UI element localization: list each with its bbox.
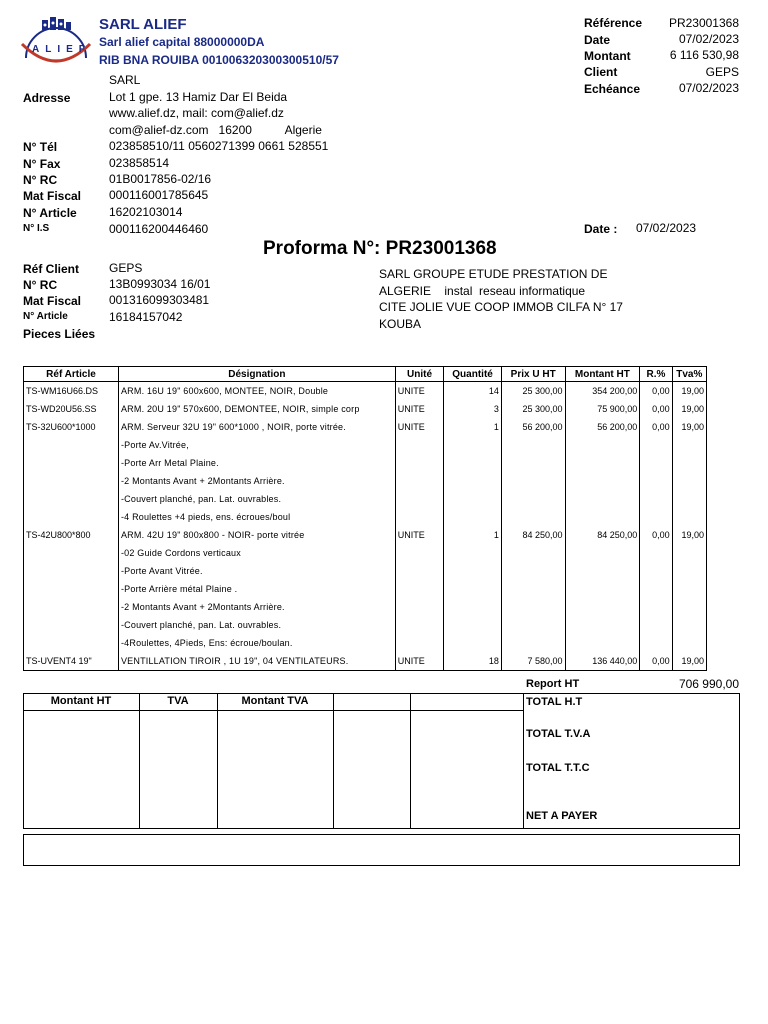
info-value: 023858510/11 0560271399 0661 528551: [109, 139, 329, 153]
table-cell: [640, 616, 672, 634]
table-cell: [640, 598, 672, 616]
table-cell: UNITE: [395, 418, 443, 436]
table-cell: [444, 616, 502, 634]
table-cell: UNITE: [395, 400, 443, 418]
table-cell: ARM. 16U 19" 600x600, MONTEE, NOIR, Double: [118, 382, 395, 401]
table-cell: [395, 598, 443, 616]
table-cell: [565, 436, 640, 454]
table-cell: [565, 490, 640, 508]
info-label: Adresse: [23, 91, 71, 105]
table-cell: -2 Montants Avant + 2Montants Arrière.: [118, 598, 395, 616]
table-cell: ARM. 20U 19" 570x600, DEMONTEE, NOIR, simple corp: [118, 400, 395, 418]
table-cell: [24, 490, 119, 508]
table-cell: 56 200,00: [565, 418, 640, 436]
table-cell: ARM. 42U 19" 800x800 - NOIR- porte vitrée: [118, 526, 395, 544]
table-cell: [444, 508, 502, 526]
report-value: 706 990,00: [678, 677, 739, 691]
table-cell: 0,00: [640, 382, 672, 401]
meta-value: GEPS: [705, 65, 739, 79]
client-label: Pieces Liées: [23, 327, 96, 341]
table-cell: [395, 436, 443, 454]
table-cell: [565, 544, 640, 562]
meta-value: 07/02/2023: [678, 32, 739, 46]
table-cell: [395, 580, 443, 598]
table-row: [24, 472, 707, 490]
table-cell: 25 300,00: [501, 382, 565, 401]
table-cell: [24, 544, 119, 562]
table-cell: TS-WM16U66.DS: [24, 382, 119, 401]
meta-value: 6 116 530,98: [669, 48, 739, 62]
table-cell: 18: [444, 652, 502, 671]
table-cell: [672, 598, 706, 616]
table-cell: [565, 598, 640, 616]
table-cell: -Couvert planché, pan. Lat. ouvrables.: [118, 616, 395, 634]
tax-summary: [23, 693, 740, 829]
col-header: Tva%: [672, 367, 706, 382]
info-value: 01B0017856-02/16: [109, 172, 212, 186]
table-cell: [672, 634, 706, 652]
table-row: [24, 382, 707, 401]
company-form: SARL: [109, 73, 141, 87]
table-cell: [501, 580, 565, 598]
table-cell: -Couvert planché, pan. Lat. ouvrables.: [118, 490, 395, 508]
tax-header: Montant TVA: [241, 695, 309, 707]
table-cell: [640, 544, 672, 562]
client-label: Réf Client: [23, 262, 80, 276]
client-label: N° RC: [23, 278, 58, 292]
table-cell: [565, 562, 640, 580]
table-cell: [672, 490, 706, 508]
table-cell: [444, 472, 502, 490]
table-cell: [444, 634, 502, 652]
meta-value: 07/02/2023: [678, 81, 739, 95]
info-value: 16202103014: [109, 205, 183, 219]
info-value: 000116001785645: [109, 188, 209, 202]
info-value: www.alief.dz, mail: com@alief.dz: [109, 106, 284, 120]
table-cell: UNITE: [395, 652, 443, 671]
col-header: Montant HT: [565, 367, 640, 382]
table-cell: UNITE: [395, 382, 443, 401]
table-cell: 0,00: [640, 418, 672, 436]
table-cell: [565, 634, 640, 652]
table-cell: [640, 490, 672, 508]
table-cell: [501, 508, 565, 526]
info-value: Lot 1 gpe. 13 Hamiz Dar El Beida: [109, 90, 288, 104]
info-label: N° Tél: [23, 140, 58, 154]
table-cell: [444, 454, 502, 472]
table-row: [24, 652, 707, 671]
client-value: GEPS: [109, 261, 143, 275]
table-cell: [395, 472, 443, 490]
table-cell: [395, 454, 443, 472]
table-cell: 19,00: [672, 526, 706, 544]
info-label: N° Article: [23, 206, 77, 220]
table-cell: 75 900,00: [565, 400, 640, 418]
company-name: SARL ALIEF: [99, 16, 187, 33]
table-row: [24, 562, 707, 580]
table-cell: [395, 634, 443, 652]
table-cell: 1: [444, 526, 502, 544]
report-label: Report HT: [526, 678, 580, 690]
table-cell: [672, 544, 706, 562]
page-title: Proforma N°: PR23001368: [263, 238, 497, 259]
table-row: [24, 616, 707, 634]
table-cell: -Porte Arrière métal Plaine .: [118, 580, 395, 598]
table-cell: [501, 634, 565, 652]
table-cell: TS-UVENT4 19": [24, 652, 119, 671]
table-cell: [565, 454, 640, 472]
table-cell: [672, 508, 706, 526]
info-label: N° Fax: [23, 157, 61, 171]
table-cell: [565, 472, 640, 490]
table-cell: [501, 436, 565, 454]
table-cell: 84 250,00: [565, 526, 640, 544]
meta-value: PR23001368: [668, 16, 739, 30]
table-cell: 19,00: [672, 652, 706, 671]
table-cell: [395, 508, 443, 526]
table-cell: [640, 508, 672, 526]
table-cell: [672, 580, 706, 598]
meta-label: Référence: [584, 16, 643, 30]
meta-label: Montant: [584, 49, 631, 63]
client-value: 13B0993034 16/01: [109, 277, 211, 291]
table-cell: 7 580,00: [501, 652, 565, 671]
tax-header: TVA: [167, 695, 189, 707]
table-cell: 25 300,00: [501, 400, 565, 418]
client-value: 16184157042: [109, 310, 183, 324]
company-capital: Sarl alief capital 88000000DA: [99, 35, 265, 49]
table-row: [24, 544, 707, 562]
table-cell: -Porte Avant Vitrée.: [118, 562, 395, 580]
table-cell: 19,00: [672, 382, 706, 401]
table-cell: [444, 562, 502, 580]
table-cell: [24, 616, 119, 634]
info-value: 000116200446460: [109, 222, 209, 236]
col-header: Prix U HT: [501, 367, 565, 382]
table-header: [24, 367, 707, 382]
table-cell: [24, 472, 119, 490]
table-cell: [501, 472, 565, 490]
col-header: Quantité: [444, 367, 502, 382]
col-header: Désignation: [118, 367, 395, 382]
table-cell: 3: [444, 400, 502, 418]
meta-label: Client: [584, 65, 618, 79]
table-cell: [565, 580, 640, 598]
items-table: [23, 366, 707, 671]
client-label: N° Article: [23, 311, 68, 322]
table-cell: 0,00: [640, 400, 672, 418]
table-row: [24, 400, 707, 418]
net-a-payer-label: NET A PAYER: [526, 810, 598, 822]
table-cell: UNITE: [395, 526, 443, 544]
total-tva-label: TOTAL T.V.A: [526, 728, 591, 740]
address-line: ALGERIE instal reseau informatique: [379, 284, 586, 298]
info-label: N° RC: [23, 173, 58, 187]
table-cell: [24, 598, 119, 616]
table-cell: -Porte Av.Vitrée,: [118, 436, 395, 454]
table-cell: [501, 544, 565, 562]
info-label: N° I.S: [23, 223, 50, 234]
date-value: 07/02/2023: [636, 221, 697, 235]
table-cell: -4 Roulettes +4 pieds, ens. écroues/boul: [118, 508, 395, 526]
table-cell: [672, 454, 706, 472]
table-cell: 19,00: [672, 418, 706, 436]
meta-label: Echéance: [584, 82, 641, 96]
table-cell: [24, 562, 119, 580]
table-cell: 0,00: [640, 652, 672, 671]
tax-header: Montant HT: [50, 695, 112, 707]
total-ttc-label: TOTAL T.T.C: [526, 762, 590, 774]
table-cell: [640, 562, 672, 580]
logo-text: ALIEF: [32, 44, 91, 55]
table-cell: 19,00: [672, 400, 706, 418]
table-row: [24, 418, 707, 436]
table-cell: -4Roulettes, 4Pieds, Ens: écroue/boulan.: [118, 634, 395, 652]
client-value: 001316099303481: [109, 293, 210, 307]
table-cell: [640, 580, 672, 598]
date-label: Date :: [584, 222, 618, 236]
table-cell: [444, 490, 502, 508]
table-row: [24, 598, 707, 616]
company-rib: RIB BNA ROUIBA 001006320300300510/57: [99, 53, 339, 67]
table-cell: -Porte Arr Metal Plaine.: [118, 454, 395, 472]
logo-graphic: [18, 14, 94, 72]
table-cell: 56 200,00: [501, 418, 565, 436]
table-cell: VENTILLATION TIROIR , 1U 19", 04 VENTILATEURS.: [118, 652, 395, 671]
table-cell: [444, 544, 502, 562]
table-cell: [501, 562, 565, 580]
table-cell: [24, 580, 119, 598]
col-header: R.%: [640, 367, 672, 382]
table-cell: [501, 490, 565, 508]
amount-in-words-box: [23, 834, 740, 866]
col-header: Réf Article: [24, 367, 119, 382]
address-line: CITE JOLIE VUE COOP IMMOB CILFA N° 17: [379, 300, 623, 314]
total-ht-label: TOTAL H.T: [526, 696, 583, 708]
table-cell: [444, 436, 502, 454]
table-cell: [395, 490, 443, 508]
table-row: [24, 580, 707, 598]
table-cell: [672, 562, 706, 580]
table-row: [24, 634, 707, 652]
table-row: [24, 454, 707, 472]
table-row: [24, 436, 707, 454]
table-row: [24, 508, 707, 526]
company-logo: [18, 14, 94, 72]
table-cell: [501, 598, 565, 616]
table-cell: [501, 454, 565, 472]
table-cell: [565, 616, 640, 634]
address-line: KOUBA: [379, 317, 422, 331]
table-cell: 354 200,00: [565, 382, 640, 401]
table-cell: [640, 472, 672, 490]
table-cell: 84 250,00: [501, 526, 565, 544]
info-value: 023858514: [109, 156, 170, 170]
address-line: SARL GROUPE ETUDE PRESTATION DE: [379, 267, 608, 281]
table-cell: 1: [444, 418, 502, 436]
col-header: Unité: [395, 367, 443, 382]
table-cell: [395, 562, 443, 580]
table-cell: [395, 544, 443, 562]
table-cell: ARM. Serveur 32U 19" 600*1000 , NOIR, porte vitrée.: [118, 418, 395, 436]
table-cell: -2 Montants Avant + 2Montants Arrière.: [118, 472, 395, 490]
table-cell: [640, 634, 672, 652]
table-cell: -02 Guide Cordons verticaux: [118, 544, 395, 562]
table-cell: TS-WD20U56.SS: [24, 400, 119, 418]
info-value: com@alief-dz.com 16200 Algerie: [109, 123, 322, 137]
table-cell: [24, 634, 119, 652]
table-cell: [395, 616, 443, 634]
table-cell: [24, 454, 119, 472]
table-cell: TS-42U800*800: [24, 526, 119, 544]
table-cell: [24, 508, 119, 526]
table-cell: 14: [444, 382, 502, 401]
table-cell: [501, 616, 565, 634]
meta-label: Date: [584, 33, 611, 47]
table-cell: 136 440,00: [565, 652, 640, 671]
table-cell: [444, 598, 502, 616]
table-cell: [24, 436, 119, 454]
table-cell: [672, 436, 706, 454]
info-label: Mat Fiscal: [23, 189, 82, 203]
table-row: [24, 526, 707, 544]
table-body: [24, 382, 707, 671]
table-row: [24, 490, 707, 508]
table-cell: [640, 454, 672, 472]
table-cell: TS-32U600*1000: [24, 418, 119, 436]
table-cell: [565, 508, 640, 526]
table-cell: [640, 436, 672, 454]
table-cell: 0,00: [640, 526, 672, 544]
client-label: Mat Fiscal: [23, 294, 82, 308]
table-cell: [672, 616, 706, 634]
table-cell: [672, 472, 706, 490]
table-cell: [444, 580, 502, 598]
